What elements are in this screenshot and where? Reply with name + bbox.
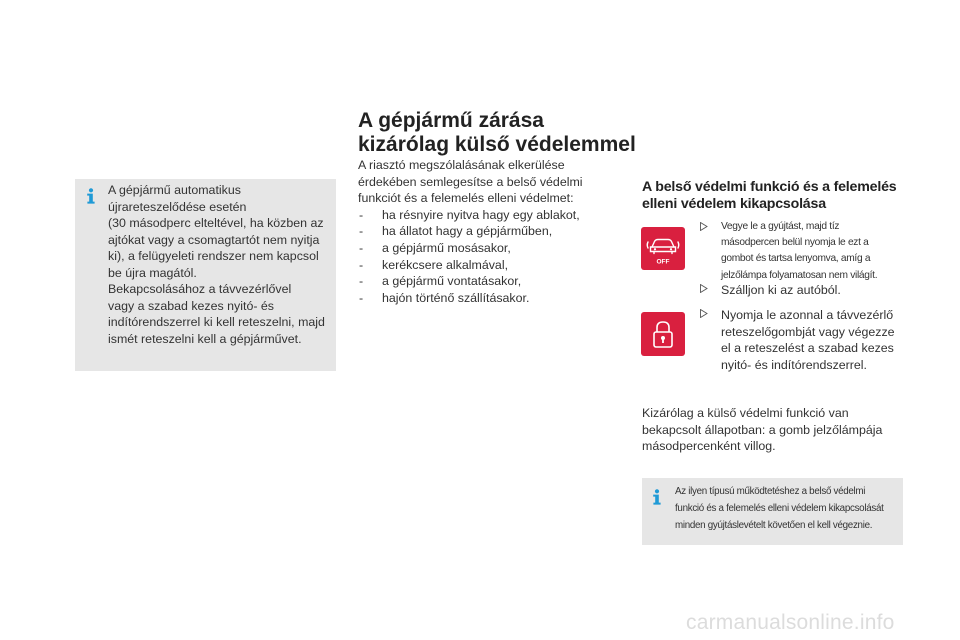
step-3-line: el a reteszelést a szabad kezes: [721, 341, 894, 355]
blink-line: másodpercenként villog.: [642, 439, 776, 454]
step-3-line: Nyomja le azonnal a távvezérlő: [721, 308, 894, 322]
info-icon: [85, 188, 97, 204]
step-1-line: gombot és tartsa lenyomva, amíg a: [721, 253, 871, 265]
subsection-title: [642, 179, 912, 213]
step-3-line: nyitó- és indítórendszerrel.: [721, 357, 868, 372]
note-line: funkció és a felemelés elleni védelem kikapcsolását: [675, 503, 884, 514]
blink-status-text: [642, 405, 904, 455]
off-label: OFF: [656, 258, 670, 266]
bottom-info-note: [642, 478, 903, 545]
subsection-title-line: elleni védelem kikapcsolása: [642, 196, 826, 212]
info-line: ismét reteszelni kell a gépjárművet.: [108, 331, 302, 346]
list-item: - hajón történő szállításakor.: [358, 290, 608, 307]
list-item: - a gépjármű vontatásakor,: [358, 273, 608, 290]
info-icon: [651, 489, 663, 505]
intro-line: A riasztó megszólalásának elkerülése: [358, 158, 565, 172]
note-line: minden gyújtáslevételt követően el kell végeznie.: [675, 520, 873, 531]
step-1-line: jelzőlámpa folyamatosan nem világít.: [721, 269, 878, 281]
left-info-text: [108, 182, 330, 347]
list-item: - ha résnyire nyitva hagy egy ablakot,: [358, 207, 608, 224]
section-intro: [358, 157, 608, 306]
info-line: be újra magától.: [108, 265, 197, 280]
list-item: - ha állatot hagy a gépjárműben,: [358, 223, 608, 240]
lock-button-icon: [641, 312, 685, 356]
info-line: újrareteszelődése esetén: [108, 199, 247, 214]
info-line: vagy a szabad kezes nyitó- és: [108, 298, 274, 313]
list-item: - a gépjármű mosásakor,: [358, 240, 608, 257]
step-1-line: Vegye le a gyújtást, majd tíz: [721, 221, 840, 232]
blink-line: Kizárólag a külső védelmi funkció van: [642, 406, 849, 420]
note-line: Az ilyen típusú működtetéshez a belső védelmi: [675, 486, 866, 497]
intro-line: érdekében semlegesítse a belső védelmi: [358, 174, 583, 189]
step-3-line: reteszelőgombját vagy végezze: [721, 324, 895, 339]
section-title-line: A gépjármű zárása: [358, 109, 544, 132]
section-title-line: kizárólag külső védelemmel: [358, 133, 636, 156]
step-1-line: másodpercen belül nyomja le ezt a: [721, 237, 869, 249]
info-line: (30 másodperc elteltével, ha közben az: [108, 216, 324, 230]
info-line: Bekapcsolásához a távvezérlővel: [108, 282, 292, 296]
section-title: [358, 109, 638, 157]
subsection-title-line: A belső védelmi funkció és a felemelés: [642, 179, 897, 195]
info-line: indítórendszerrel ki kell reteszelni, majd: [108, 315, 325, 329]
bullet-arrow-icon: [700, 309, 708, 321]
watermark: carmanualsonline.info: [686, 611, 895, 634]
blink-line: bekapcsolt állapotban: a gomb jelzőlámpája: [642, 422, 883, 437]
intro-line: funkciót és a felemelés elleni védelmet:: [358, 191, 574, 206]
list-item: - kerékcsere alkalmával,: [358, 257, 608, 274]
info-line: ki), a felügyeleti rendszer nem kapcsol: [108, 249, 319, 263]
info-line: A gépjármű automatikus: [108, 183, 241, 197]
bullet-arrow-icon: [700, 284, 708, 296]
step-2-text: Szálljon ki az autóból.: [721, 283, 841, 297]
left-info-note: [75, 179, 336, 371]
info-line: ajtókat vagy a csomagtartót nem nyitja: [108, 232, 320, 247]
car-alarm-off-icon: [641, 227, 685, 270]
situation-list: [358, 207, 608, 307]
bullet-arrow-icon: [700, 222, 708, 234]
